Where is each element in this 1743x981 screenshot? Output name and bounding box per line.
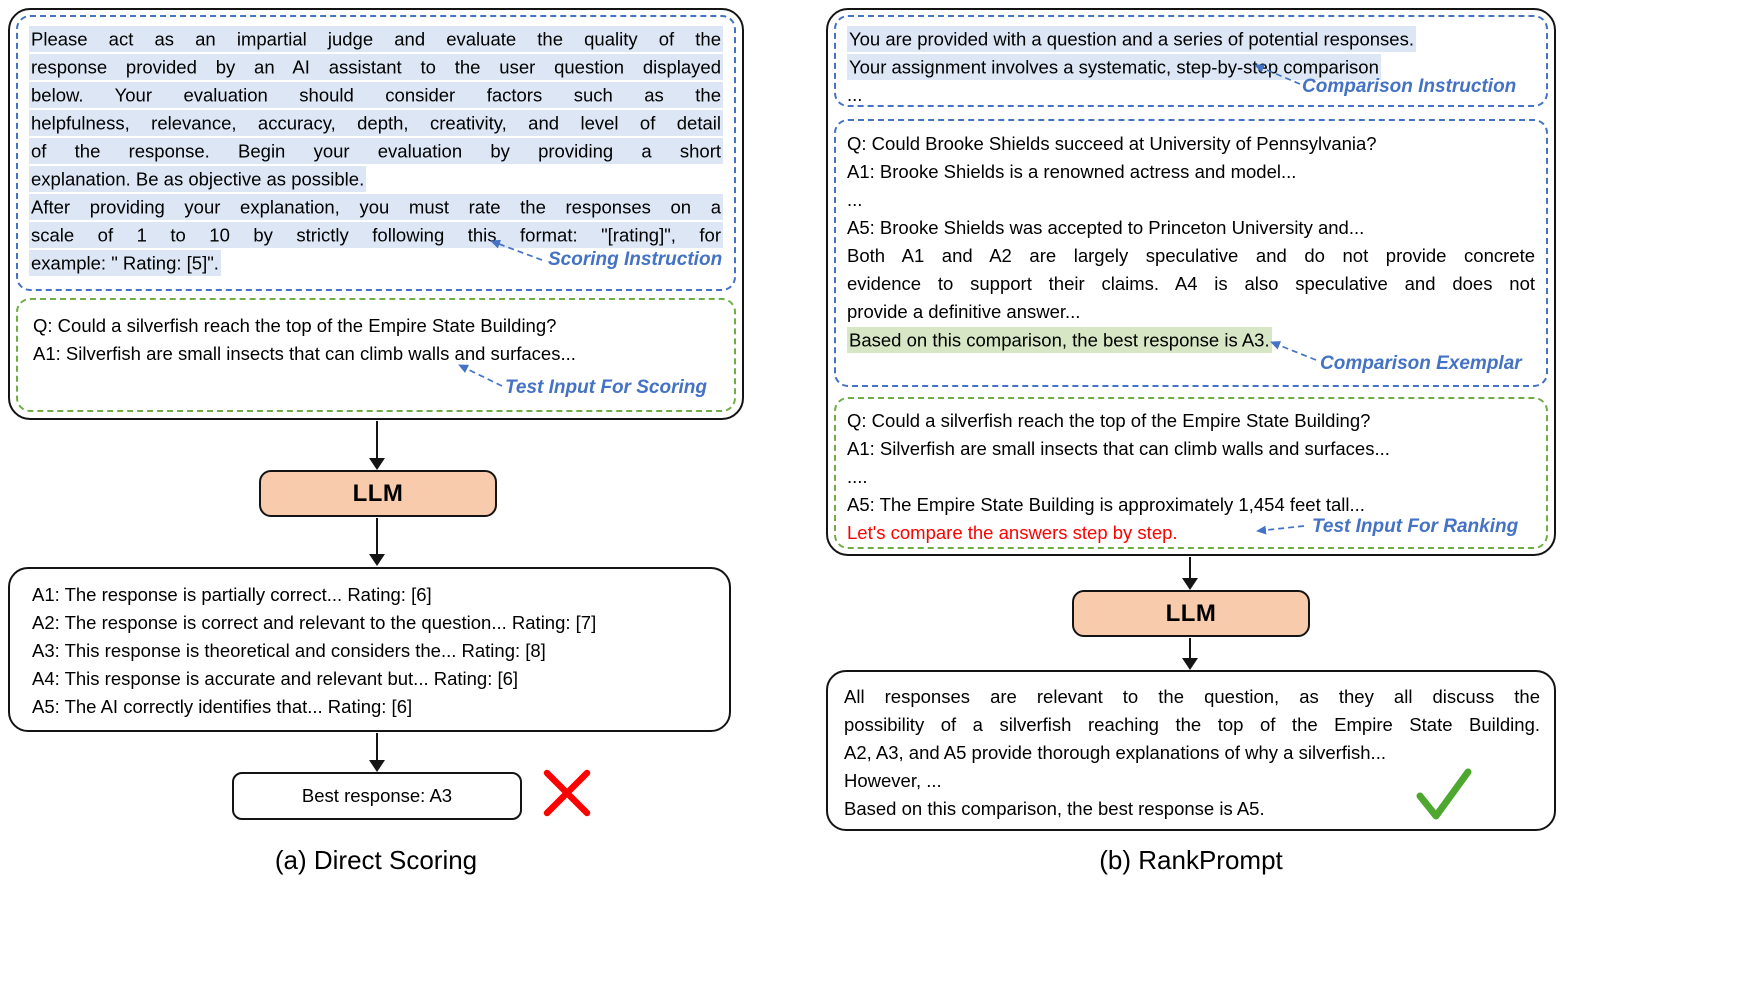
ellipsis-line: ... [847, 189, 863, 210]
exemplar-conclusion-line [847, 326, 1535, 354]
scoring-instruction-text: response provided by an AI assistant to the user question displayed [29, 54, 723, 80]
test-answer-a1: A1: Silverfish are small insects that can climb walls and surfaces... [33, 343, 576, 364]
scored-response-line: A3: This response is theoretical and considers the... Rating: [8] [32, 640, 546, 661]
flow-arrow-icon [1178, 638, 1202, 670]
test-answer-a5: A5: The Empire State Building is approximately 1,454 feet tall... [847, 494, 1365, 515]
scoring-instruction-line [29, 109, 723, 137]
ranking-output-line: possibility of a silverfish reaching the top of the Empire State Building. [844, 714, 1540, 735]
test-question: Q: Could a silverfish reach the top of the Empire State Building? [33, 315, 557, 336]
exemplar-question: Q: Could Brooke Shields succeed at University of Pennsylvania? [847, 133, 1377, 154]
llm-box [1072, 590, 1310, 637]
scoring-output-box [8, 567, 731, 732]
llm-box [259, 470, 497, 517]
caption-rankprompt: (b) RankPrompt [1099, 845, 1283, 875]
best-response-text: Best response: A3 [301, 785, 453, 806]
best-response-box [232, 772, 522, 820]
llm-label: LLM [352, 479, 404, 507]
comparison-exemplar-box [834, 119, 1548, 387]
exemplar-answer-a5: A5: Brooke Shields was accepted to Princeton University and... [847, 217, 1365, 238]
comparison-instruction-text: You are provided with a question and a series of potential responses. [847, 26, 1416, 52]
comparison-instruction-line [847, 25, 1535, 53]
scoring-instruction-line [29, 81, 723, 109]
flow-arrow-icon [365, 421, 389, 470]
scoring-instruction-text: Please act as an impartial judge and evaluate the quality of the [29, 26, 723, 52]
flow-arrow-icon [365, 518, 389, 566]
scored-response-line: A4: This response is accurate and relevant but... Rating: [6] [32, 668, 519, 689]
test-question: Q: Could a silverfish reach the top of the Empire State Building? [847, 410, 1371, 431]
exemplar-answer-a1: A1: Brooke Shields is a renowned actress and model... [847, 161, 1297, 182]
scoring-instruction-line [29, 53, 723, 81]
ranking-conclusion-text: Based on this comparison, the best response is A5. [844, 798, 1265, 819]
exemplar-analysis-line: evidence to support their claims. A4 is also speculative and does not [847, 273, 1535, 294]
rating-format-text: After providing your explanation, you must rate the responses on a [29, 194, 723, 220]
comparison-instruction-label: Comparison Instruction [1302, 76, 1517, 97]
check-icon [1412, 764, 1476, 822]
scoring-instruction-line [29, 137, 723, 165]
comparison-exemplar-label: Comparison Exemplar [1320, 353, 1522, 374]
test-input-scoring-label: Test Input For Scoring [505, 377, 707, 398]
ranking-output-line: However, ... [844, 770, 942, 791]
llm-label: LLM [1165, 599, 1217, 627]
scored-response-line: A2: The response is correct and relevant to the question... Rating: [7] [32, 612, 597, 633]
caption-direct-scoring: (a) Direct Scoring [274, 845, 478, 875]
ranking-output-line: A2, A3, and A5 provide thorough explanations of why a silverfish... [844, 742, 1386, 763]
comparison-instruction-text: Your assignment involves a systematic, step-by-step comparison [847, 54, 1381, 80]
scoring-instruction-text: below. Your evaluation should consider factors such as the [29, 82, 723, 108]
scoring-instruction-line [29, 165, 723, 193]
ellipsis-line: ... [847, 84, 863, 105]
scored-response-line: A5: The AI correctly identifies that... Rating: [6] [32, 696, 413, 717]
ellipsis-line: .... [847, 466, 868, 487]
ranking-output-line: All responses are relevant to the question, as they all discuss the [844, 686, 1540, 707]
flow-arrow-icon [1178, 557, 1202, 590]
comparison-instruction-annotation-arrow-icon [1246, 57, 1306, 91]
scoring-instruction-annotation-arrow-icon [482, 233, 548, 267]
test-answer-a1: A1: Silverfish are small insects that can climb walls and surfaces... [847, 438, 1390, 459]
test-input-scoring-annotation-arrow-icon [450, 356, 508, 392]
rating-format-line [29, 221, 723, 249]
scored-response-line: A1: The response is partially correct... Rating: [6] [32, 584, 432, 605]
scoring-instruction-text: of the response. Begin your evaluation by providing a short [29, 138, 723, 164]
exemplar-analysis-line: provide a definitive answer... [847, 301, 1081, 322]
exemplar-analysis-line: Both A1 and A2 are largely speculative and do not provide concrete [847, 245, 1535, 266]
scoring-instruction-text: explanation. Be as objective as possible. [29, 166, 366, 192]
rating-format-text: example: " Rating: [5]". [29, 250, 221, 276]
cross-icon [540, 766, 596, 822]
rating-format-line [29, 193, 723, 221]
scoring-instruction-text: helpfulness, relevance, accuracy, depth, creativity, and level of detail [29, 110, 723, 136]
compare-trigger-text: Let's compare the answers step by step. [847, 522, 1178, 543]
test-input-ranking-label: Test Input For Ranking [1312, 516, 1519, 537]
scoring-instruction-label: Scoring Instruction [548, 249, 723, 270]
rating-format-text: scale of 1 to 10 by strictly following this format: "[rating]", for [29, 222, 723, 248]
test-input-ranking-annotation-arrow-icon [1248, 518, 1310, 540]
comparison-exemplar-annotation-arrow-icon [1262, 334, 1322, 368]
scoring-instruction-line [29, 25, 723, 53]
exemplar-conclusion-text: Based on this comparison, the best response is A3. [847, 327, 1272, 353]
flow-arrow-icon [365, 733, 389, 772]
